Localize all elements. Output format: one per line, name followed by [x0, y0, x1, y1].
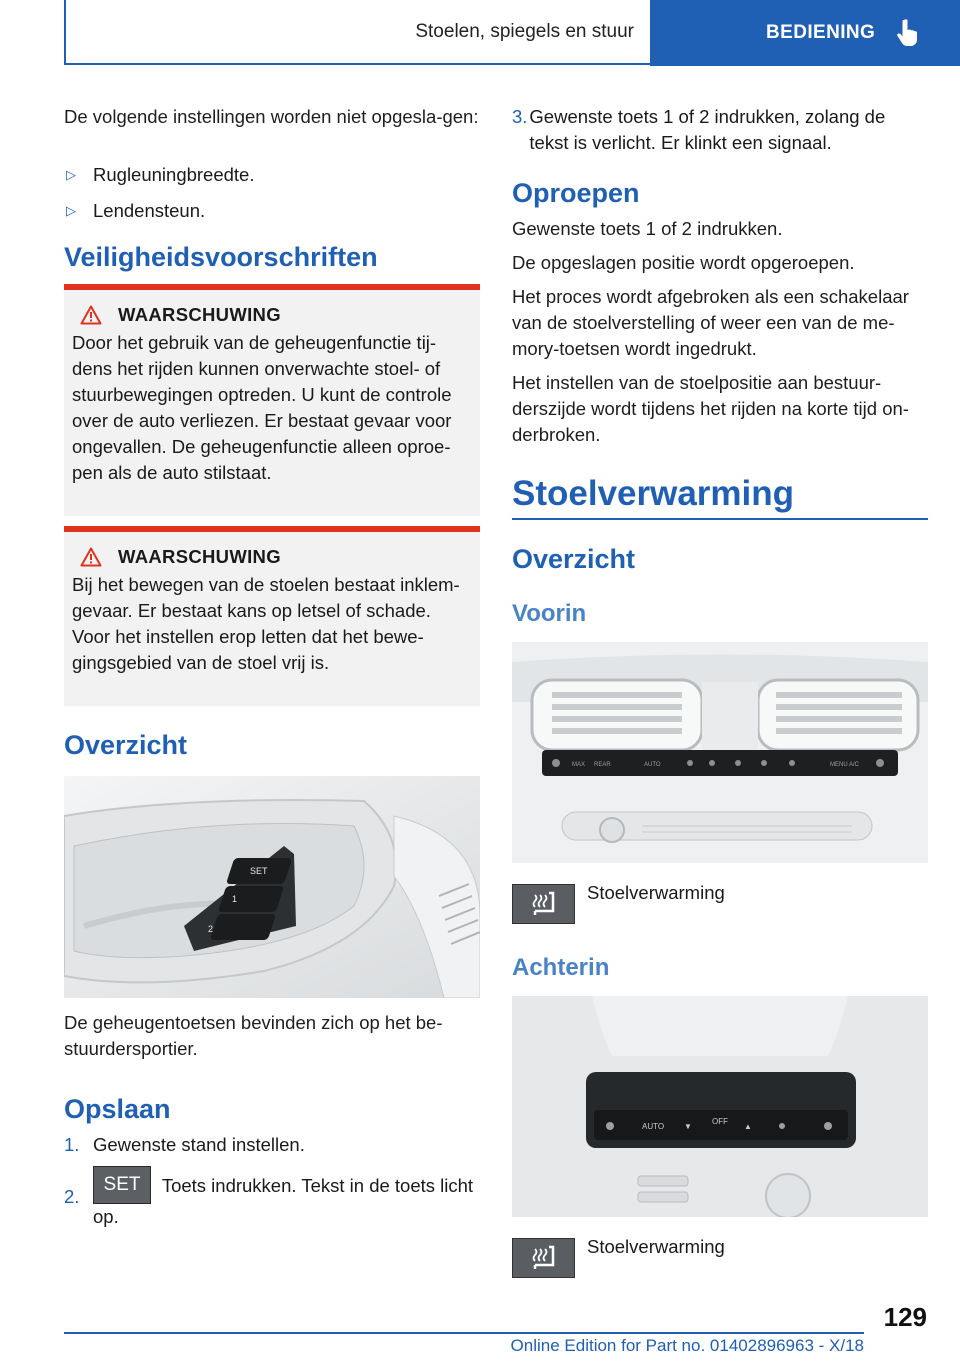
front-panel-label: MENU A/C [830, 762, 860, 768]
list-item: ▷ Rugleuningbreedte. [64, 162, 480, 188]
header-chapter-tab[interactable] [650, 0, 960, 66]
footer-edition: Online Edition for Part no. 01402896963 - X/18 [510, 1336, 864, 1355]
warning-box-2 [64, 526, 480, 706]
front-panel-label: MAX [572, 762, 586, 768]
heading-rear: Achterin [512, 954, 610, 981]
page-number: 129 [883, 1302, 927, 1332]
rear-caption: Stoelverwarming [587, 1236, 725, 1257]
warning-title: WAARSCHUWING [72, 546, 470, 568]
heading-overview-memory: Overzicht [64, 730, 188, 760]
door-memory-photo [64, 776, 480, 998]
rear-console-photo [512, 996, 928, 1217]
front-panel-label: AUTO [644, 762, 661, 768]
front-caption: Stoelverwarming [587, 882, 725, 903]
heading-overview-heating: Overzicht [512, 544, 636, 574]
list-item: ▷ Lendensteun. [64, 198, 480, 224]
svg-text:▼: ▼ [684, 1122, 692, 1131]
list-item: 1. Gewenste stand instellen. [64, 1134, 305, 1155]
triangle-bullet-icon: ▷ [66, 167, 76, 182]
rear-panel-label: AUTO [642, 1122, 665, 1131]
svg-text:▲: ▲ [744, 1122, 752, 1131]
recall-step-3 [512, 104, 928, 156]
recall-paragraphs: Gewenste toets 1 of 2 indrukken. De opgeslagen positie wordt opgeroepen. Het proces wordt afgebroken als een schakelaar van de stoelverstelling of weer een van de me-mory-toetsen wordt ingedrukt. Het instellen van de stoelpositie aan bestuur-derszijde wordt tijdens het rijden na korte tijd on-derbroken. [512, 218, 909, 445]
heading-recall: Oproepen [512, 178, 640, 208]
warning-triangle-icon [80, 305, 102, 325]
front-console-photo [512, 642, 928, 863]
save-steps [64, 1132, 480, 1158]
front-panel-label: REAR [594, 762, 611, 768]
intro-paragraph [64, 104, 480, 130]
footer-rule [64, 1332, 864, 1334]
triangle-bullet-icon: ▷ [66, 203, 76, 218]
set-button-icon: SET [93, 1166, 151, 1204]
photo-button-label: 2 [208, 924, 214, 934]
warning-title: WAARSCHUWING [72, 304, 470, 326]
heading-save: Opslaan [64, 1094, 171, 1124]
warning-triangle-icon [80, 547, 102, 567]
seat-heating-icon [512, 1238, 575, 1278]
header-chapter-label: BEDIENING [766, 22, 876, 43]
header-section-title: Stoelen, spiegels en stuur [415, 21, 634, 42]
pointing-hand-icon [895, 18, 921, 48]
heading-front: Voorin [512, 600, 587, 627]
list-item: 3. Gewenste toets 1 of 2 indrukken, zolang de tekst is verlicht. Er klinkt een signaal. [512, 106, 886, 153]
bullet-list [64, 162, 480, 224]
list-item: 2. SET Toets indrukken. Tekst in de toets licht op. [64, 1170, 480, 1230]
photo-button-label: SET [250, 866, 268, 876]
photo-button-label: 1 [232, 894, 238, 904]
rear-panel-label: OFF [712, 1117, 728, 1126]
warning-text: Door het gebruik van de geheugenfunctie tij-dens het rijden kunnen onverwachte stoel- of stuurbewegingen optreden. U kunt de controle over de auto verliezen. Er bestaat gevaar voor ongevallen. De geheugenfunctie alleen oproe-pen als de auto stilstaat. [72, 332, 452, 483]
seat-heating-icon [512, 884, 575, 924]
warning-box-1 [64, 284, 480, 516]
warning-text: Bij het bewegen van de stoelen bestaat inklem-gevaar. Er bestaat kans op letsel of schade. Voor het instellen erop letten dat het bewe-gingsgebied van de stoel vrij is. [72, 574, 460, 673]
heading-safety: Veiligheidsvoorschriften [64, 242, 378, 272]
save-step-2 [64, 1170, 480, 1230]
heading-seat-heating: Stoelverwarming [512, 474, 928, 520]
intro-text: De volgende instellingen worden niet opgesla-gen: [64, 106, 479, 127]
photo-caption: De geheugentoetsen bevinden zich op het be-stuurdersportier. [64, 1012, 443, 1059]
